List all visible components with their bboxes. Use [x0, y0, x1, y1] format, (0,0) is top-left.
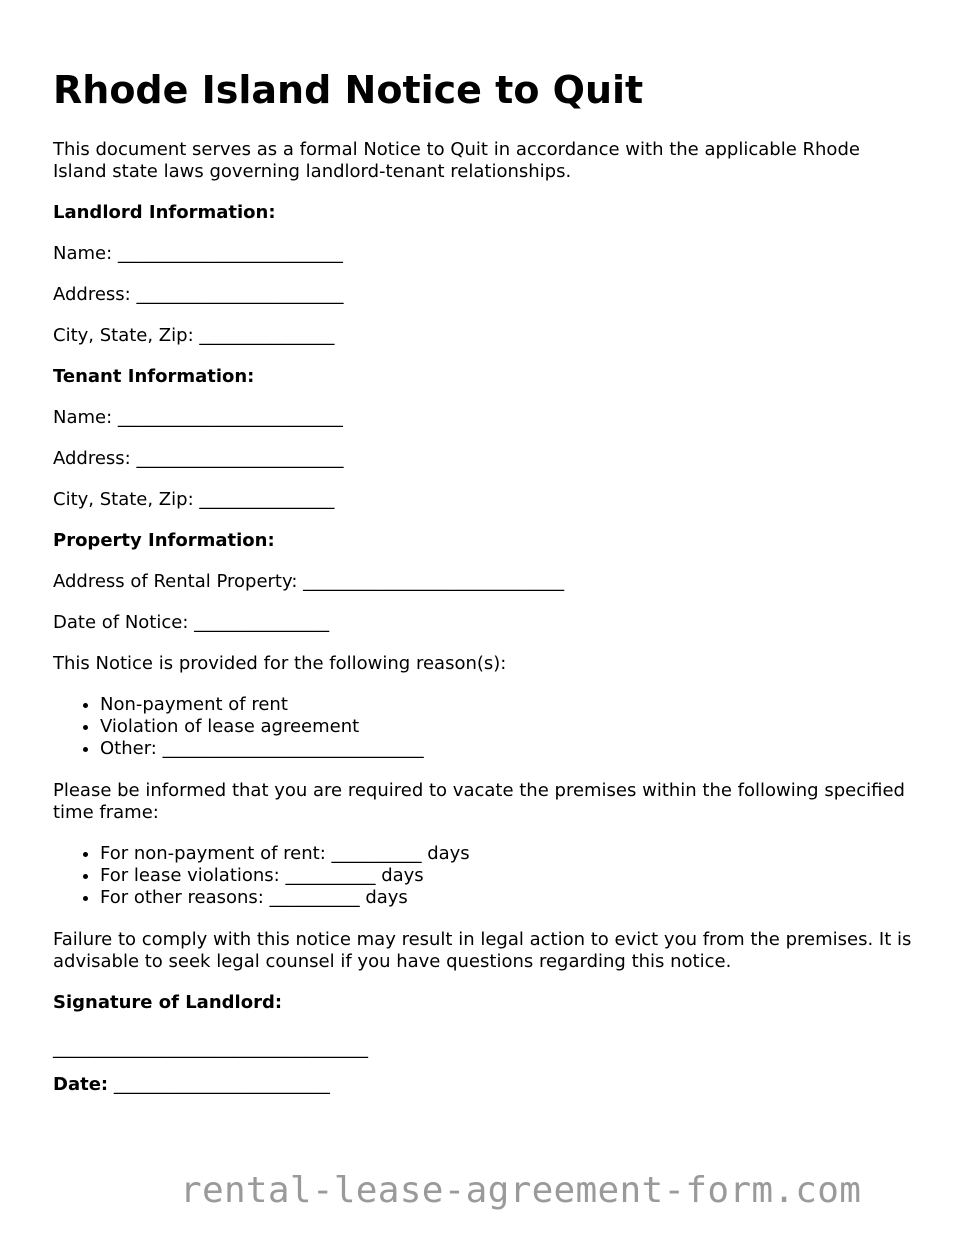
landlord-address-field[interactable]: Address: _______________________	[53, 284, 344, 305]
property-address-field[interactable]: Address of Rental Property: _____________________________	[53, 571, 565, 592]
warning-paragraph: Failure to comply with this notice may result in legal action to evict you from the premises. It is advisable to seek legal counsel if you have questions regarding this notice.	[53, 929, 912, 972]
signature-date-field[interactable]: ________________________	[113, 1074, 330, 1095]
tenant-address-field[interactable]: Address: _______________________	[53, 448, 344, 469]
landlord-heading: Landlord Information:	[53, 202, 276, 223]
signature-line[interactable]: ___________________________________	[53, 1038, 368, 1059]
reasons-intro: This Notice is provided for the following reason(s):	[53, 653, 507, 674]
intro-paragraph: This document serves as a formal Notice to Quit in accordance with the applicable Rhode Island state laws governing landlord-tenant relationships.	[53, 139, 860, 182]
signature-date-row	[53, 1074, 330, 1096]
reasons-list	[53, 694, 424, 760]
reason-item[interactable]: • Other: _____________________________	[100, 738, 424, 760]
notice-date-field[interactable]: Date of Notice: _______________	[53, 612, 330, 633]
signature-date-label: Date:	[53, 1074, 109, 1095]
timeframe-intro: Please be informed that you are required to vacate the premises within the following specified time frame:	[53, 780, 905, 823]
property-heading: Property Information:	[53, 530, 275, 551]
tenant-heading: Tenant Information:	[53, 366, 255, 387]
timeframe-item[interactable]: • For non-payment of rent: __________ days	[100, 843, 470, 865]
timeframe-item[interactable]: • For lease violations: __________ days	[100, 865, 470, 887]
tenant-name-field[interactable]: Name: _________________________	[53, 407, 343, 428]
landlord-city-field[interactable]: City, State, Zip: _______________	[53, 325, 335, 346]
timeframe-list	[53, 843, 470, 909]
reason-item[interactable]: • Violation of lease agreement	[100, 716, 424, 738]
landlord-name-field[interactable]: Name: _________________________	[53, 243, 343, 264]
document-title: Rhode Island Notice to Quit	[53, 68, 644, 112]
tenant-city-field[interactable]: City, State, Zip: _______________	[53, 489, 335, 510]
timeframe-item[interactable]: • For other reasons: __________ days	[100, 887, 470, 909]
signature-heading: Signature of Landlord:	[53, 992, 283, 1013]
watermark-text: rental-lease-agreement-form.com	[180, 1170, 862, 1211]
reason-item[interactable]: • Non-payment of rent	[100, 694, 424, 716]
